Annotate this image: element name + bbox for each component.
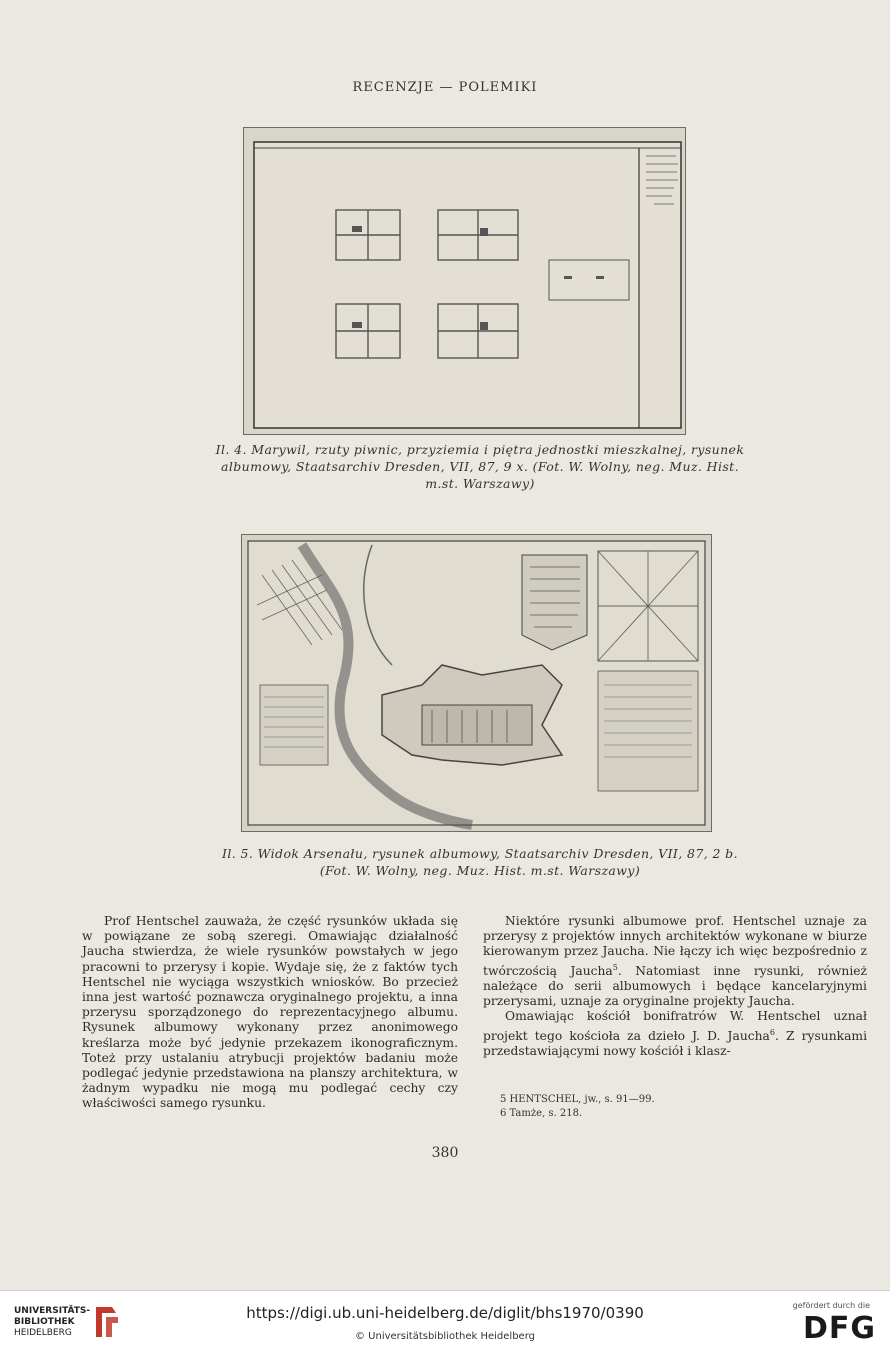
text-span: . Natomiast inne rysunki, również należące do serii albumowych i będące kancelaryjnymi przerysami, uznaje za oryginalne projekty Jaucha. <box>483 963 868 1009</box>
permalink-url[interactable]: https://digi.ub.uni-heidelberg.de/diglit/bhs1970/0390 <box>246 1304 644 1322</box>
caption-line: Il. 4. Marywil, rzuty piwnic, przyziemia i piętra jednostki mieszkalnej, rysunek <box>215 442 745 457</box>
caption-line: albumowy, Staatsarchiv Dresden, VII, 87, 9 x. (Fot. W. Wolny, neg. Muz. Hist. <box>221 459 739 474</box>
body-column-left <box>82 914 458 1112</box>
dfg-logo[interactable]: DFG <box>802 1311 876 1346</box>
footnote-ref: 5 <box>612 962 618 972</box>
library-line: BIBLIOTHEK <box>14 1317 75 1327</box>
floor-plans-drawing <box>244 128 685 434</box>
page-number: 380 <box>431 1145 459 1161</box>
body-column-right <box>483 914 867 1059</box>
body-paragraph <box>483 1009 867 1059</box>
text-span: Niektóre rysunki albumowe prof. Hentschel uznaje za przerysy z projektów innych architektów wykonane w biurze kierowanym przez Jaucha. Nie łączy ich więc bezpośrednio z twórczością Jaucha <box>483 914 867 978</box>
arsenal-drawing <box>242 535 711 831</box>
text-span: . Z rysunkami przedstawiającymi nowy kościół i klasz- <box>483 1028 868 1058</box>
running-header: RECENZJE — POLEMIKI <box>352 80 538 95</box>
copyright-notice: © Universitätsbibliothek Heidelberg <box>354 1331 535 1342</box>
body-paragraph: Prof Hentschel zauważa, że część rysunków układa się w powiązane ze sobą szeregi. Omawiając działalność Jaucha stwierdza, że wiele rysunków powstałych w jego pracowni to przerysy i kopie. Wydaje się, że z faktów tych Hentschel nie wyciąga wszystkich wniosków. Bo przecież inna jest wartość poznawcza oryginalnego projektu, a inna przerysu sporządzonego do reprezentacyjnego albumu. Rysunek albumowy wykonany przez anonimowego kreślarza może być jedynie przekazem ikonograficznym. Toteż przy ustalaniu atrybucji projektów badaniu może podlegać jedynie przedstawiona na planszy architektura, w żadnym wypadku nie mogą mu podlegać cechy czy właściwości samego rysunku. <box>82 914 458 1111</box>
footnote: 5 HENTSCHEL, jw., s. 91—99. <box>500 1094 655 1105</box>
footnote: 6 Tamże, s. 218. <box>500 1108 583 1119</box>
footer-bar <box>0 1290 890 1355</box>
caption-line: m.st. Warszawy) <box>425 476 535 491</box>
footnote-ref: 6 <box>769 1027 775 1037</box>
footnotes <box>500 1093 860 1121</box>
library-line: HEIDELBERG <box>14 1328 72 1338</box>
figure-4-caption <box>150 441 810 492</box>
body-paragraph <box>483 914 867 1009</box>
figure-5-caption <box>150 845 810 879</box>
text-span: Omawiając kościół bonifratrów W. Hentschel uznał projekt tego kościoła za dzieło J. D. Jaucha <box>483 1009 867 1043</box>
funded-by-label: gefördert durch die <box>792 1301 870 1310</box>
caption-line: (Fot. W. Wolny, neg. Muz. Hist. m.st. Warszawy) <box>319 863 641 878</box>
figure-4-floor-plans <box>243 127 686 435</box>
caption-line: Il. 5. Widok Arsenału, rysunek albumowy, Staatsarchiv Dresden, VII, 87, 2 b. <box>222 846 738 861</box>
figure-5-arsenal-view <box>241 534 712 832</box>
library-line: UNIVERSITÄTS- <box>14 1306 91 1316</box>
